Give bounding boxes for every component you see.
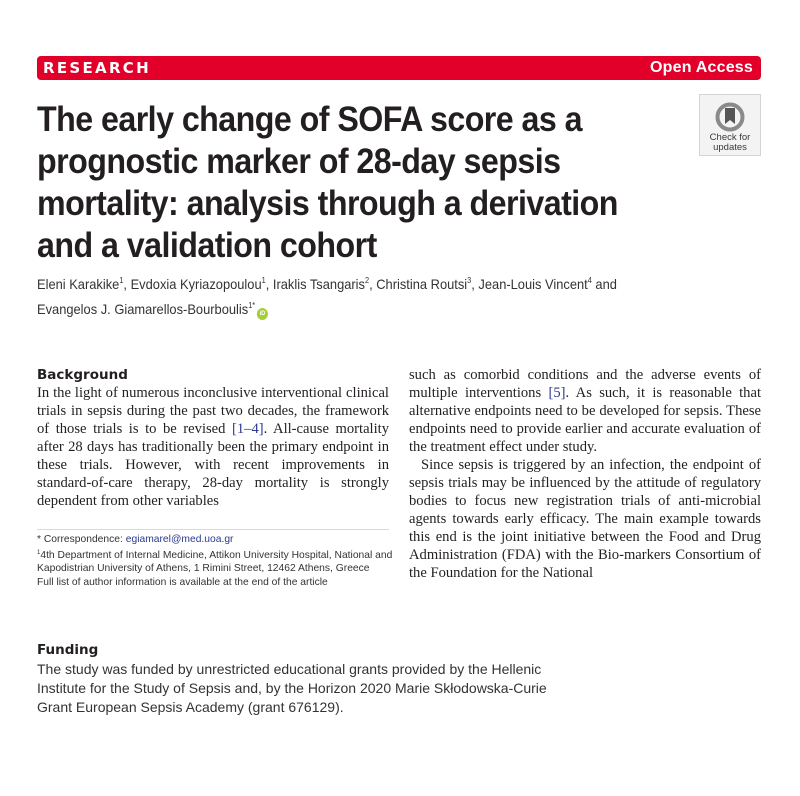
affiliation-mark: 2 xyxy=(364,276,370,285)
affiliation-mark: 1* xyxy=(248,301,256,310)
correspondence-label: * Correspondence: xyxy=(37,534,126,545)
article-title: The early change of SOFA score as a prognostic marker of 28-day sepsis mortality: analysis through a derivation and a validation cohort xyxy=(37,100,618,265)
check-for-updates-button[interactable] xyxy=(699,94,761,156)
author-name[interactable]: Evangelos J. Giamarellos-Bourboulis xyxy=(37,301,249,317)
sepsis-trials-paragraph: Since sepsis is triggered by an infection, the endpoint of sepsis trials may be influenced by the attitude of regulatory bodies to focus new registration trials of anti-microbial agents towards early efficacy. The main example towards this end is the joint initiative between the Food and Drug Administration (FDA) with the Bio-markers Consortium of the Foundation for the National xyxy=(409,457,761,581)
section-banner xyxy=(37,56,761,80)
funding-section xyxy=(37,641,557,717)
author-name[interactable]: Jean-Louis Vincent xyxy=(478,276,588,292)
affiliation-text: 4th Department of Internal Medicine, Attikon University Hospital, National and Kapodistrian University of Athens, 1 Rimini Street, 12462 Athens, Greece xyxy=(37,549,393,574)
affiliation-line xyxy=(37,547,397,576)
text-run: such as comorbid conditions and the adverse events of multiple interventions xyxy=(409,367,761,401)
separator: , xyxy=(123,276,131,292)
separator: , xyxy=(265,276,273,292)
funding-heading: Funding xyxy=(37,642,99,658)
author-name[interactable]: Eleni Karakike xyxy=(37,276,120,292)
affiliation-mark: 1 xyxy=(119,276,124,285)
text-run: . All-cause mortality after 28 days has traditionally been the primary endpoint in these trials. However, with recent improvements in standard-of-care therapy, 28-day mortality is strongly dependent from other variables xyxy=(37,421,390,509)
badge-line-2: updates xyxy=(713,142,747,153)
funding-text: The study was funded by unrestricted educational grants provided by the Hellenic Institute for the Study of Sepsis and, by the Horizon 2020 Marie Skłodowska-Curie Grant European Sepsis Academy (grant 676129). xyxy=(37,661,547,715)
text-run: In the light of numerous inconclusive interventional clinical trials in sepsis during the past two decades, the framework of those trials is to be revised xyxy=(37,385,389,437)
text-run: . As such, it is reasonable that alternative endpoints need to be developed for sepsis. These endpoints need to provide earlier and accurate evaluation of the treatment effect under study. xyxy=(409,385,761,455)
affiliation-mark: 3 xyxy=(467,276,472,285)
separator: , xyxy=(471,276,479,292)
affiliation-mark: 1 xyxy=(261,276,266,285)
footnote-divider xyxy=(37,529,389,530)
crossmark-icon xyxy=(715,102,745,132)
author-name[interactable]: Iraklis Tsangaris xyxy=(272,276,365,292)
badge-line-1: Check for xyxy=(709,132,751,143)
background-paragraph xyxy=(37,384,389,510)
right-column xyxy=(409,366,761,582)
open-access-label: Open Access xyxy=(650,59,753,76)
orcid-icon[interactable]: iD xyxy=(257,308,268,320)
author-name[interactable]: Christina Routsi xyxy=(376,276,468,292)
email-link[interactable]: egiamarel@med.uoa.gr xyxy=(125,534,234,545)
citation-link[interactable]: [5] xyxy=(548,385,566,401)
more-info-line: Full list of author information is available at the end of the article xyxy=(37,576,328,588)
section-label: RESEARCH xyxy=(43,59,151,77)
correspondence-line xyxy=(37,533,397,547)
separator: , xyxy=(369,276,377,292)
author-list xyxy=(37,270,699,320)
author-name[interactable]: Evdoxia Kyriazopoulou xyxy=(130,276,262,292)
affiliation-number: 1 xyxy=(37,549,41,556)
footnote xyxy=(37,533,397,589)
separator: and xyxy=(591,276,617,292)
left-column xyxy=(37,366,389,510)
citation-link[interactable]: [1–4] xyxy=(232,421,264,437)
background-heading: Background xyxy=(37,367,128,383)
continued-paragraph xyxy=(409,366,761,456)
affiliation-mark: 4 xyxy=(587,276,592,285)
